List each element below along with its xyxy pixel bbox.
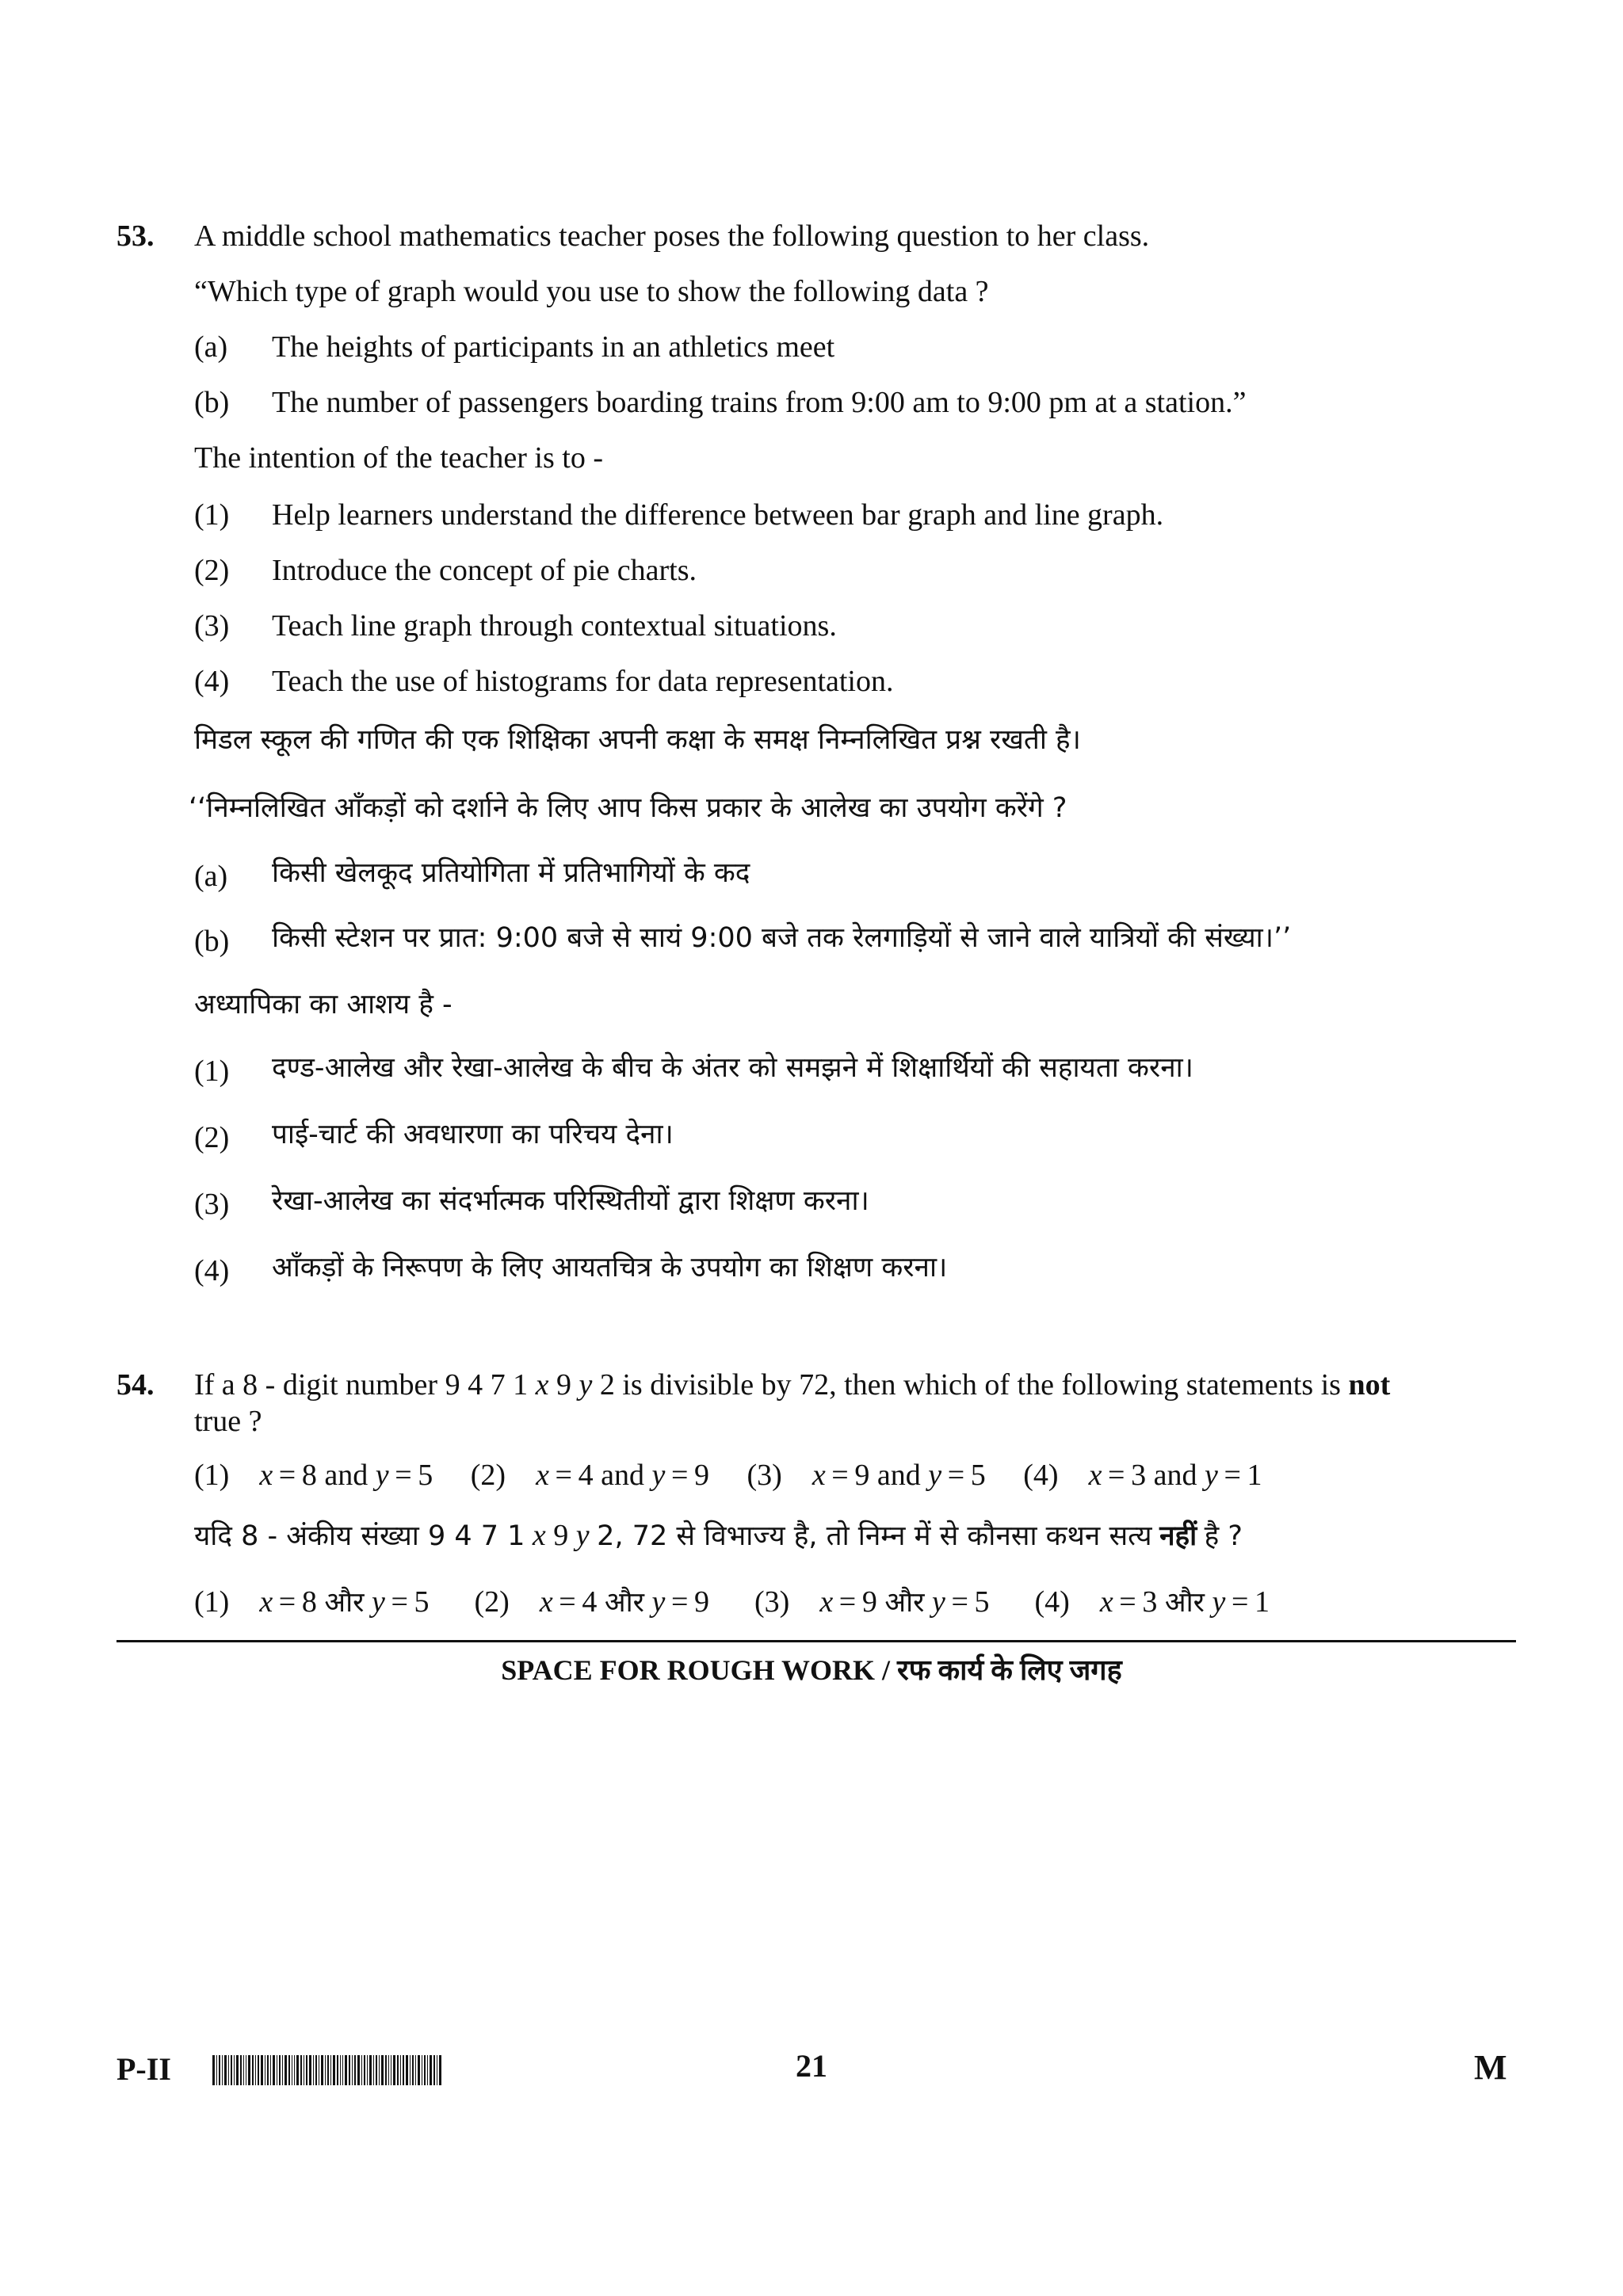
variable-x: x <box>535 1368 549 1402</box>
q54-stem-en-part: 2 is divisible by 72, then which of the following statements is <box>599 1368 1341 1402</box>
q54-option-1-en: (1) x = 8 and y = 5 <box>194 1459 433 1492</box>
rough-work-heading: SPACE FOR ROUGH WORK / रफ कार्य के लिए जगह <box>501 1654 1122 1686</box>
q53-option-3-hi-label: (3) <box>194 1188 230 1221</box>
divider-rule <box>116 1640 1516 1642</box>
q54-stem-hi-part: है ? <box>1204 1520 1243 1552</box>
variable-y: y <box>575 1519 590 1552</box>
q53-quote-hi: ‘‘निम्नलिखित आँकड़ों को दर्शाने के लिए आप किस प्रकार के आलेख का उपयोग करेंगे ? <box>189 792 1067 824</box>
q53-sub-b-hi-text: किसी स्टेशन पर प्रात: 9:00 बजे से सायं 9:00 बजे तक रेलगाड़ियों से जाने वाले यात्रियों की संख्या।’’ <box>272 922 1292 954</box>
question-number-53: 53. <box>116 219 155 253</box>
q54-option-3-en: (3) x = 9 and y = 5 <box>747 1459 986 1492</box>
q54-stem-en <box>194 1366 1390 1404</box>
q53-intent-en: The intention of the teacher is to - <box>194 441 603 475</box>
q53-intent-hi: अध्यापिका का आशय है - <box>194 989 453 1020</box>
emphasis-not: not <box>1348 1368 1391 1402</box>
paper-code: P-II <box>116 2051 171 2087</box>
q53-sub-a-label: (a) <box>194 330 228 364</box>
q54-option-4-en: (4) x = 3 and y = 1 <box>1023 1459 1262 1492</box>
q53-stem-hi: मिडल स्कूल की गणित की एक शिक्षिका अपनी कक्षा के समक्ष निम्नलिखित प्रश्न रखती है। <box>194 724 1081 756</box>
q54-option-4-hi: (4) x = 3 और y = 1 <box>1034 1585 1270 1619</box>
q54-option-2-en: (2) x = 4 and y = 9 <box>470 1459 709 1492</box>
q53-option-4-hi-label: (4) <box>194 1254 230 1287</box>
q54-option-2-hi: (2) x = 4 और y = 9 <box>474 1585 709 1619</box>
q53-sub-b-label: (b) <box>194 386 230 419</box>
q53-quote-en: “Which type of graph would you use to show the following data ? <box>194 275 989 308</box>
q53-option-3-text: Teach line graph through contextual situations. <box>272 609 837 643</box>
q54-options-en <box>194 1456 1262 1494</box>
q53-option-1-label: (1) <box>194 498 230 532</box>
q53-option-2-text: Introduce the concept of pie charts. <box>272 554 697 587</box>
q53-sub-b-text: The number of passengers boarding trains from 9:00 am to 9:00 pm at a station.” <box>272 386 1247 419</box>
q53-sub-a-hi-label: (a) <box>194 860 228 893</box>
q53-option-2-label: (2) <box>194 554 230 587</box>
q53-option-4-label: (4) <box>194 665 230 698</box>
q54-stem-en-part: 9 <box>556 1368 571 1402</box>
q54-stem-hi-part: 9 <box>553 1519 569 1552</box>
page-number: 21 <box>796 2048 827 2084</box>
q54-options-hi <box>194 1583 1270 1622</box>
q54-stem-en-part: If a 8 - digit number 9 4 7 1 <box>194 1368 529 1402</box>
q54-stem-hi-part: 2, 72 से विभाज्य है, तो निम्न में से कौनसा कथन सत्य <box>597 1520 1152 1552</box>
q54-stem-en-cont: true ? <box>194 1405 262 1438</box>
q54-stem-hi-part: यदि 8 - अंकीय संख्या 9 4 7 1 <box>194 1520 525 1552</box>
q53-option-1-hi-text: दण्ड-आलेख और रेखा-आलेख के बीच के अंतर को समझने में शिक्षार्थियों की सहायता करना। <box>272 1052 1193 1084</box>
q53-option-4-hi-text: आँकड़ों के निरूपण के लिए आयतचित्र के उपयोग का शिक्षण करना। <box>272 1252 948 1283</box>
series-code: M <box>1474 2048 1507 2087</box>
emphasis-nahin: नहीं <box>1159 1520 1197 1552</box>
q53-sub-a-hi-text: किसी खेलकूद प्रतियोगिता में प्रतिभागियों के कद <box>272 857 750 889</box>
q53-option-1-hi-label: (1) <box>194 1055 230 1088</box>
q53-sub-b-hi-label: (b) <box>194 925 230 958</box>
variable-y: y <box>579 1368 593 1402</box>
variable-x: x <box>532 1519 546 1552</box>
q54-option-3-hi: (3) x = 9 और y = 5 <box>754 1585 990 1619</box>
q53-option-3-hi-text: रेखा-आलेख का संदर्भात्मक परिस्थितीयों द्वारा शिक्षण करना। <box>272 1185 869 1217</box>
q53-option-2-hi-label: (2) <box>194 1121 230 1154</box>
q53-option-4-text: Teach the use of histograms for data representation. <box>272 665 894 698</box>
q54-option-1-hi: (1) x = 8 और y = 5 <box>194 1585 430 1619</box>
q53-option-2-hi-text: पाई-चार्ट की अवधारणा का परिचय देना। <box>272 1119 674 1150</box>
q53-option-1-text: Help learners understand the difference between bar graph and line graph. <box>272 498 1164 532</box>
q53-stem-en: A middle school mathematics teacher poses the following question to her class. <box>194 219 1150 253</box>
question-number-54: 54. <box>116 1368 155 1402</box>
q53-sub-a-text: The heights of participants in an athletics meet <box>272 330 835 364</box>
q54-stem-hi <box>194 1516 1243 1555</box>
q53-option-3-label: (3) <box>194 609 230 643</box>
